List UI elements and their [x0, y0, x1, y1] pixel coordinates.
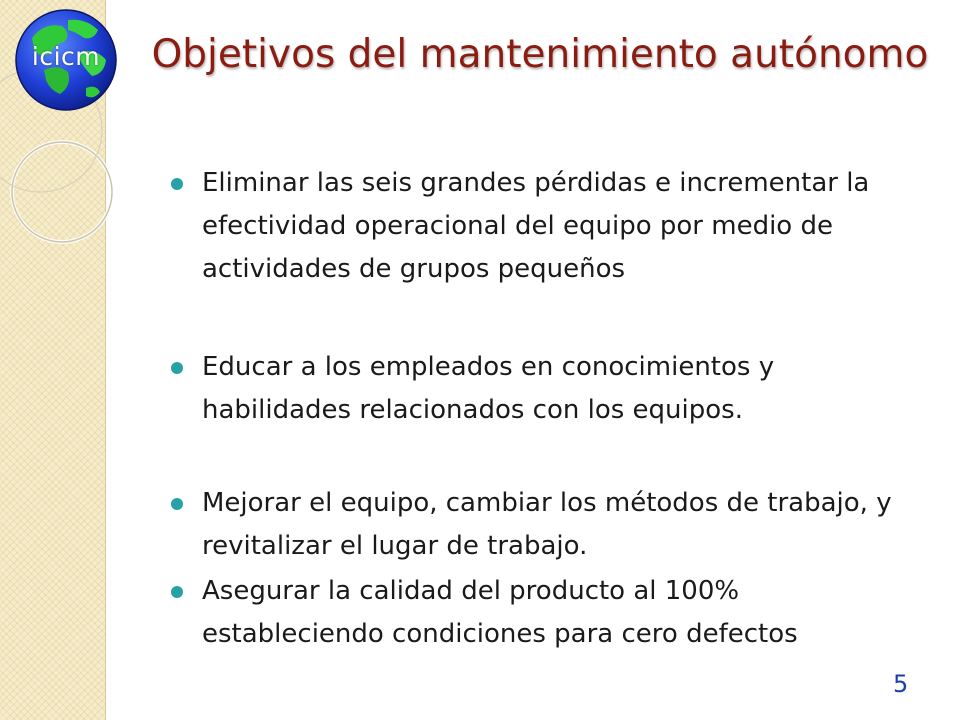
bullet-dot-icon [171, 586, 183, 598]
logo-text: icicm [31, 42, 101, 71]
bullet-text: Eliminar las seis grandes pérdidas e incrementar la efectividad operacional del equipo por medio de actividades de grupos pequeños [202, 168, 870, 284]
bullet-text: Asegurar la calidad del producto al 100% estableciendo condiciones para cero defectos [202, 576, 798, 649]
bullet-dot-icon [171, 178, 183, 190]
bullet-dot-icon [171, 498, 183, 510]
bullet-item [166, 162, 906, 291]
bullet-item [166, 482, 906, 568]
bullet-list [166, 162, 906, 656]
bullet-text: Mejorar el equipo, cambiar los métodos de trabajo, y revitalizar el lugar de trabajo. [202, 488, 892, 561]
bullet-dot-icon [171, 362, 183, 374]
bullet-item [166, 346, 906, 432]
page-number: 5 [893, 670, 909, 698]
slide-title: Objetivos del mantenimiento autónomo [151, 32, 929, 77]
bullet-item [166, 570, 906, 656]
bullet-text: Educar a los empleados en conocimientos y habilidades relacionados con los equipos. [202, 352, 775, 425]
